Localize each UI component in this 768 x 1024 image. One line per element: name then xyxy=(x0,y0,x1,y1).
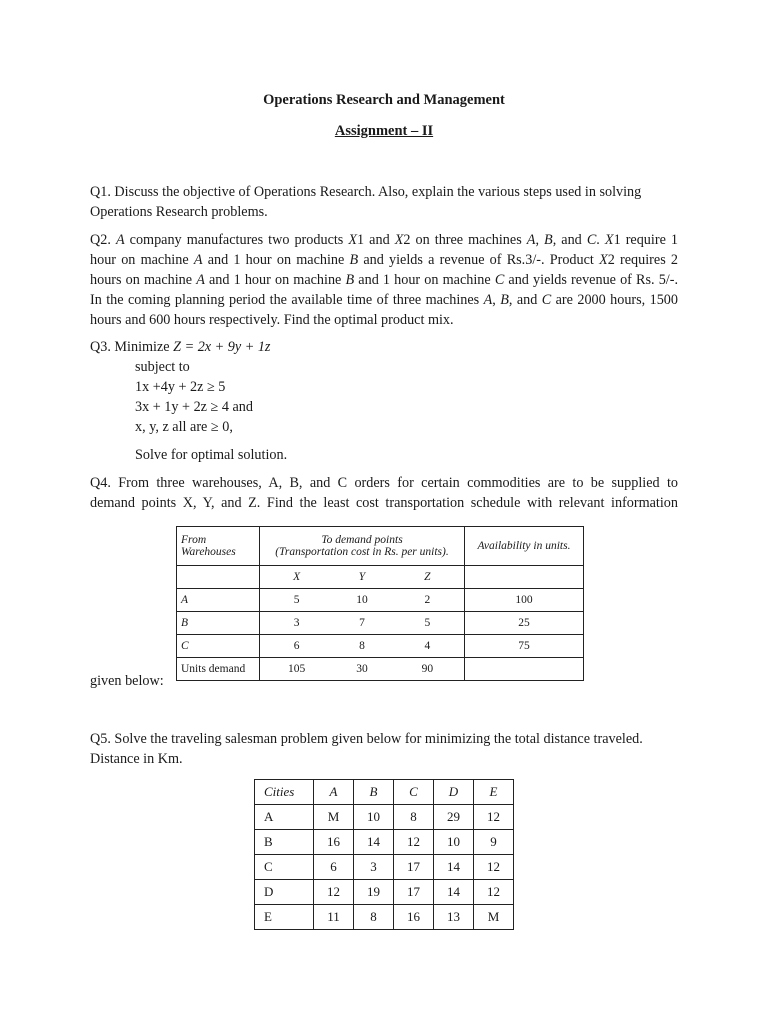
q2-paragraph: Q2. A company manufactures two products X1 and X2 on three machines A, B, and C. X1 require 1 hour on machine A and 1 hour on machine B and yields a revenue of Rs.3/-. Product X2 requires 2 hours on machine A and 1 hour on machine B and 1 hour on machine C and yields revenue of Rs. 5/-. In the coming planning period the available time of three machines A, B, and C are 2000 hours, 1500 hours and 600 hours respectively. Find the optimal product mix. xyxy=(90,232,679,328)
tx-row-b: B 3 7 5 25 xyxy=(177,612,584,635)
document-title: Operations Research and Management xyxy=(263,92,505,108)
tsp-row-a: A M 10 8 29 12 xyxy=(255,805,514,830)
q4-given-below: given below: xyxy=(90,673,164,689)
tsp-row-d: D 12 19 17 14 12 xyxy=(255,880,514,905)
q3-objective: Z = 2x + 9y + 1z xyxy=(173,339,271,355)
q3-constraint-2: 3x + 1y + 2z ≥ 4 and xyxy=(135,399,253,415)
q4-line-1: Q4. From three warehouses, A, B, and C orders for certain commodities are to be supplied to xyxy=(90,475,678,491)
q3-constraint-1: 1x +4y + 2z ≥ 5 xyxy=(135,379,226,395)
q4-line-2: demand points X, Y, and Z. Find the least cost transportation schedule with relevant information xyxy=(90,495,678,511)
tsp-row-c: C 6 3 17 14 12 xyxy=(255,855,514,880)
tx-row-a: A 5 10 2 100 xyxy=(177,589,584,612)
tsp-header-row: Cities A B C D E xyxy=(255,780,514,805)
q3-solve: Solve for optimal solution. xyxy=(135,447,288,463)
tsp-distance-table xyxy=(254,779,514,930)
tx-column-labels: X Y Z xyxy=(260,566,465,589)
tx-row-c: C 6 8 4 75 xyxy=(177,635,584,658)
tx-header-from: From Warehouses xyxy=(177,527,260,566)
q3-heading: Q3. Minimize Z = 2x + 9y + 1z xyxy=(90,339,271,355)
q5-line-1: Q5. Solve the traveling salesman problem given below for minimizing the total distance traveled. xyxy=(90,731,643,747)
document-subtitle: Assignment – II xyxy=(334,123,434,139)
q3-constraint-3: x, y, z all are ≥ 0, xyxy=(135,419,233,435)
tx-header-demand: To demand points (Transportation cost in Rs. per units). xyxy=(260,527,465,566)
tx-row-demand: Units demand 105 30 90 xyxy=(177,658,584,681)
tsp-row-b: B 16 14 12 10 9 xyxy=(255,830,514,855)
q1-line-2: Operations Research problems. xyxy=(90,204,268,220)
q3-subject: subject to xyxy=(135,359,190,375)
q1-line-1: Q1. Discuss the objective of Operations Research. Also, explain the various steps used in solving xyxy=(90,184,642,200)
tx-header-availability: Availability in units. xyxy=(465,527,584,566)
tsp-row-e: E 11 8 16 13 M xyxy=(255,905,514,930)
transportation-table xyxy=(176,526,584,681)
q5-line-2: Distance in Km. xyxy=(90,751,183,767)
